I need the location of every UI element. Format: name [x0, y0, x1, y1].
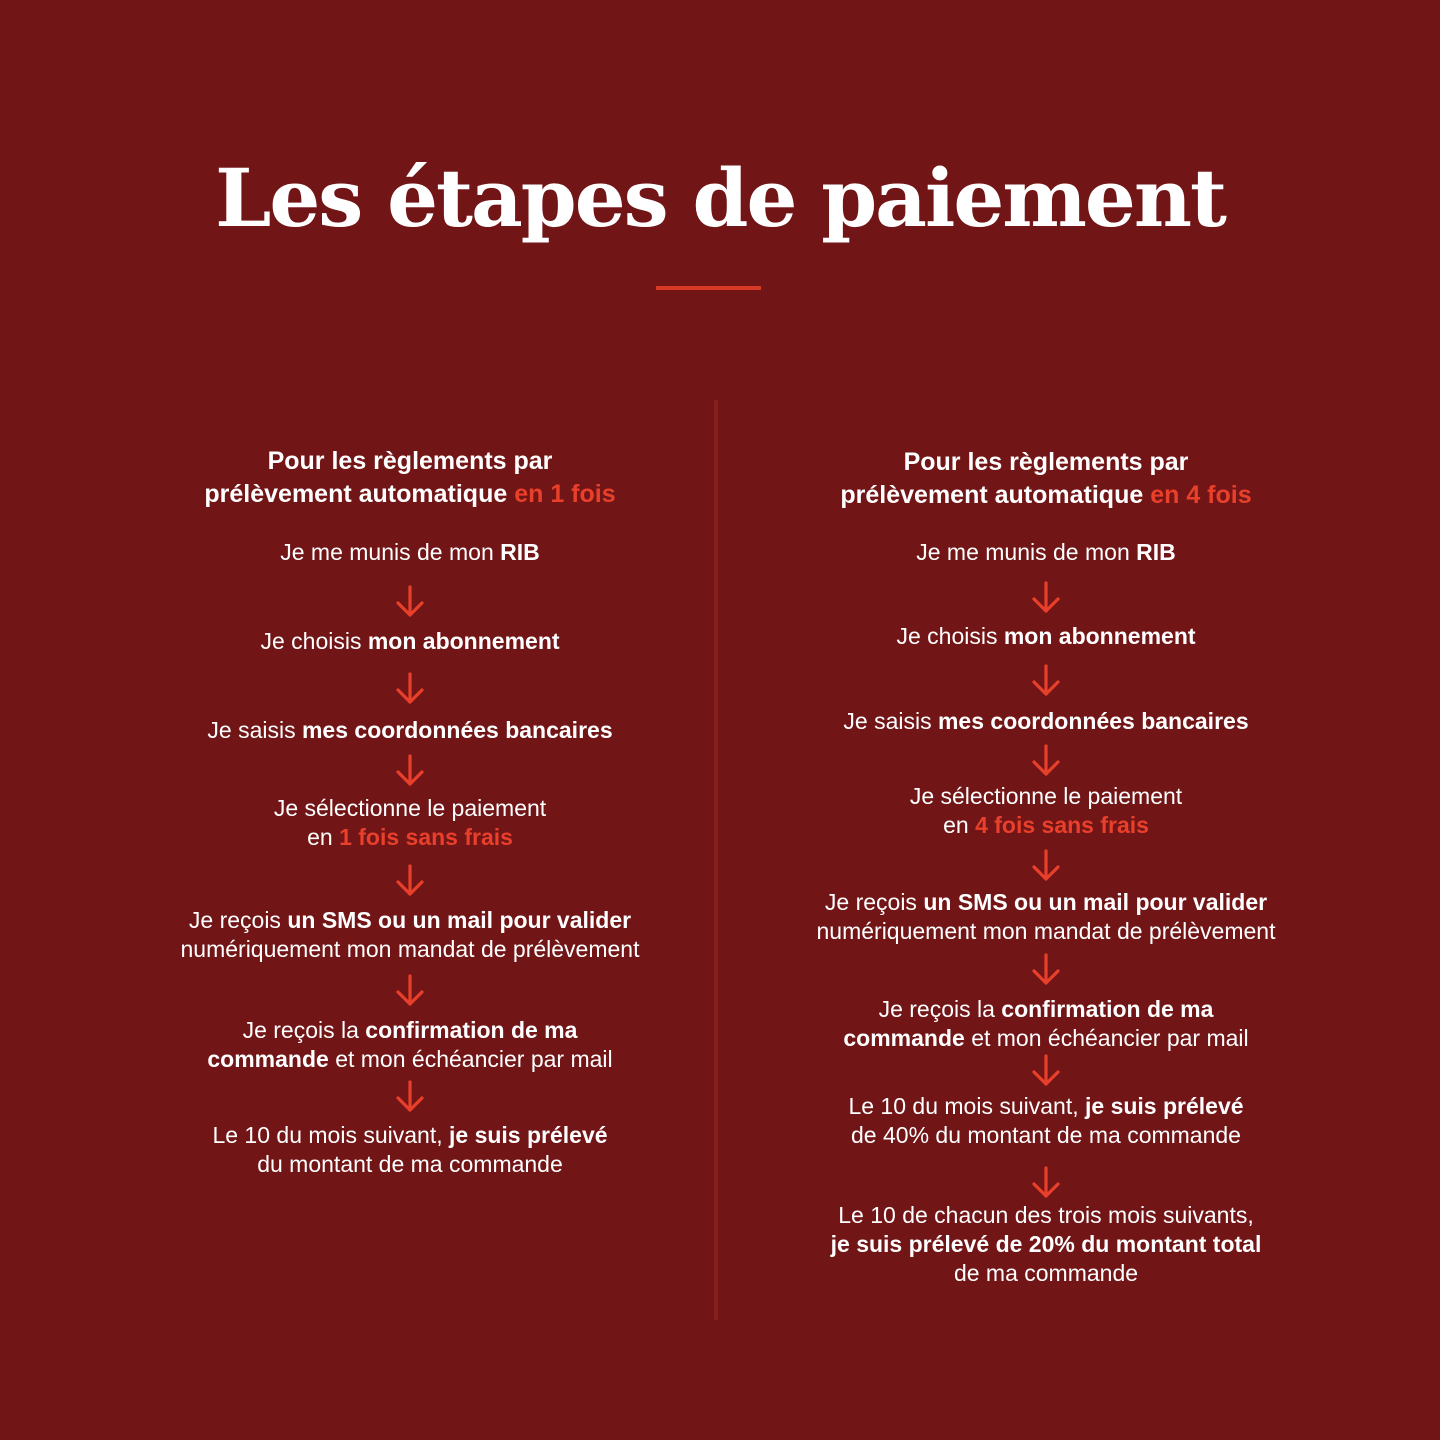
down-arrow-icon [1030, 664, 1062, 698]
column-heading [204, 445, 615, 511]
step-line [896, 622, 1195, 651]
step-text: en [307, 824, 340, 850]
step-text: Je reçois [188, 907, 288, 933]
step-text: Je reçois [824, 889, 924, 915]
heading-line-2: prélèvement automatique [840, 481, 1144, 509]
step-line [831, 1259, 1262, 1288]
step-emphasis: un SMS ou un mail pour valider [287, 907, 632, 933]
step [274, 794, 546, 852]
step-text: Le 10 du mois suivant, [848, 1093, 1085, 1119]
step-line [181, 906, 640, 935]
step-emphasis: un SMS ou un mail pour valider [923, 889, 1268, 915]
step-line [910, 782, 1182, 811]
step-line [817, 917, 1276, 946]
step-text: Je saisis [207, 717, 302, 743]
step-emphasis: commande [207, 1046, 329, 1072]
step [896, 622, 1195, 651]
heading-line-1: Pour les règlements par [267, 447, 553, 475]
down-arrow-icon [1030, 581, 1062, 615]
step-text: Je choisis [260, 628, 368, 654]
step [831, 1201, 1262, 1288]
step-line [212, 1121, 607, 1150]
step-line [831, 1230, 1262, 1259]
step [817, 888, 1276, 946]
step-line [916, 538, 1176, 567]
step-text: en [943, 812, 976, 838]
step-text: Je saisis [843, 708, 938, 734]
step-emphasis: je suis prélevé [448, 1122, 608, 1148]
step-text: Le 10 du mois suivant, [212, 1122, 449, 1148]
heading-line-1: Pour les règlements par [903, 448, 1189, 476]
down-arrow-icon [1030, 1054, 1062, 1088]
step-text: de ma commande [953, 1260, 1139, 1286]
step-text: du montant de ma commande [257, 1151, 563, 1177]
step [260, 627, 559, 656]
step [916, 538, 1176, 567]
step [181, 906, 640, 964]
step-emphasis: RIB [500, 539, 540, 565]
step-line [848, 1092, 1243, 1121]
step-line [181, 935, 640, 964]
title-underline [656, 286, 761, 290]
down-arrow-icon [394, 672, 426, 706]
step-text: Je me munis de mon [280, 539, 501, 565]
heading-highlight: en 1 fois [514, 480, 616, 508]
step [212, 1121, 607, 1179]
step-text: et mon échéancier par mail [328, 1046, 613, 1072]
step [280, 538, 540, 567]
step-emphasis: commande [843, 1025, 965, 1051]
step-emphasis: confirmation de ma [365, 1017, 578, 1043]
step [848, 1092, 1243, 1150]
step-line [910, 811, 1182, 840]
step-text: Je reçois la [878, 996, 1002, 1022]
down-arrow-icon [394, 974, 426, 1008]
down-arrow-icon [394, 585, 426, 619]
step-line [843, 995, 1248, 1024]
down-arrow-icon [394, 1080, 426, 1114]
down-arrow-icon [1030, 744, 1062, 778]
step-text: Je me munis de mon [916, 539, 1137, 565]
column-divider [714, 400, 718, 1320]
step-text: Le 10 de chacun des trois mois suivants, [838, 1202, 1254, 1228]
heading-highlight: en 4 fois [1150, 481, 1252, 509]
step-text: Je reçois la [242, 1017, 366, 1043]
step-emphasis: mes coordonnées bancaires [301, 717, 613, 743]
step [910, 782, 1182, 840]
step-emphasis: je suis prélevé de 20% du montant total [830, 1231, 1262, 1257]
step-line [843, 1024, 1248, 1053]
step-line [831, 1201, 1262, 1230]
step-line [274, 794, 546, 823]
step-line [280, 538, 540, 567]
step-text: numériquement mon mandat de prélèvement [816, 918, 1276, 944]
step-emphasis: mon abonnement [367, 628, 560, 654]
down-arrow-icon [1030, 1166, 1062, 1200]
step-line [207, 716, 612, 745]
step-emphasis: RIB [1136, 539, 1176, 565]
step-line [817, 888, 1276, 917]
step-line [207, 1045, 612, 1074]
column-heading [840, 446, 1251, 512]
step [843, 707, 1248, 736]
page-title: Les étapes de paiement [215, 151, 1225, 245]
step [843, 995, 1248, 1053]
step-text: Je choisis [896, 623, 1004, 649]
step [207, 1016, 612, 1074]
step-line [260, 627, 559, 656]
step-emphasis: mon abonnement [1003, 623, 1196, 649]
step-emphasis: je suis prélevé [1084, 1093, 1244, 1119]
step-line [274, 823, 546, 852]
down-arrow-icon [1030, 953, 1062, 987]
step-line [212, 1150, 607, 1179]
step-line [848, 1121, 1243, 1150]
down-arrow-icon [1030, 849, 1062, 883]
step-highlight: 1 fois sans frais [339, 824, 513, 850]
step [207, 716, 612, 745]
step-text: et mon échéancier par mail [964, 1025, 1249, 1051]
step-text: Je sélectionne le paiement [909, 783, 1183, 809]
step-line [207, 1016, 612, 1045]
step-emphasis: confirmation de ma [1001, 996, 1214, 1022]
down-arrow-icon [394, 754, 426, 788]
down-arrow-icon [394, 864, 426, 898]
step-highlight: 4 fois sans frais [975, 812, 1149, 838]
heading-line-2: prélèvement automatique [204, 480, 508, 508]
step-line [843, 707, 1248, 736]
step-text: Je sélectionne le paiement [273, 795, 547, 821]
step-text: numériquement mon mandat de prélèvement [180, 936, 640, 962]
step-text: de 40% du montant de ma commande [851, 1122, 1241, 1148]
step-emphasis: mes coordonnées bancaires [937, 708, 1249, 734]
